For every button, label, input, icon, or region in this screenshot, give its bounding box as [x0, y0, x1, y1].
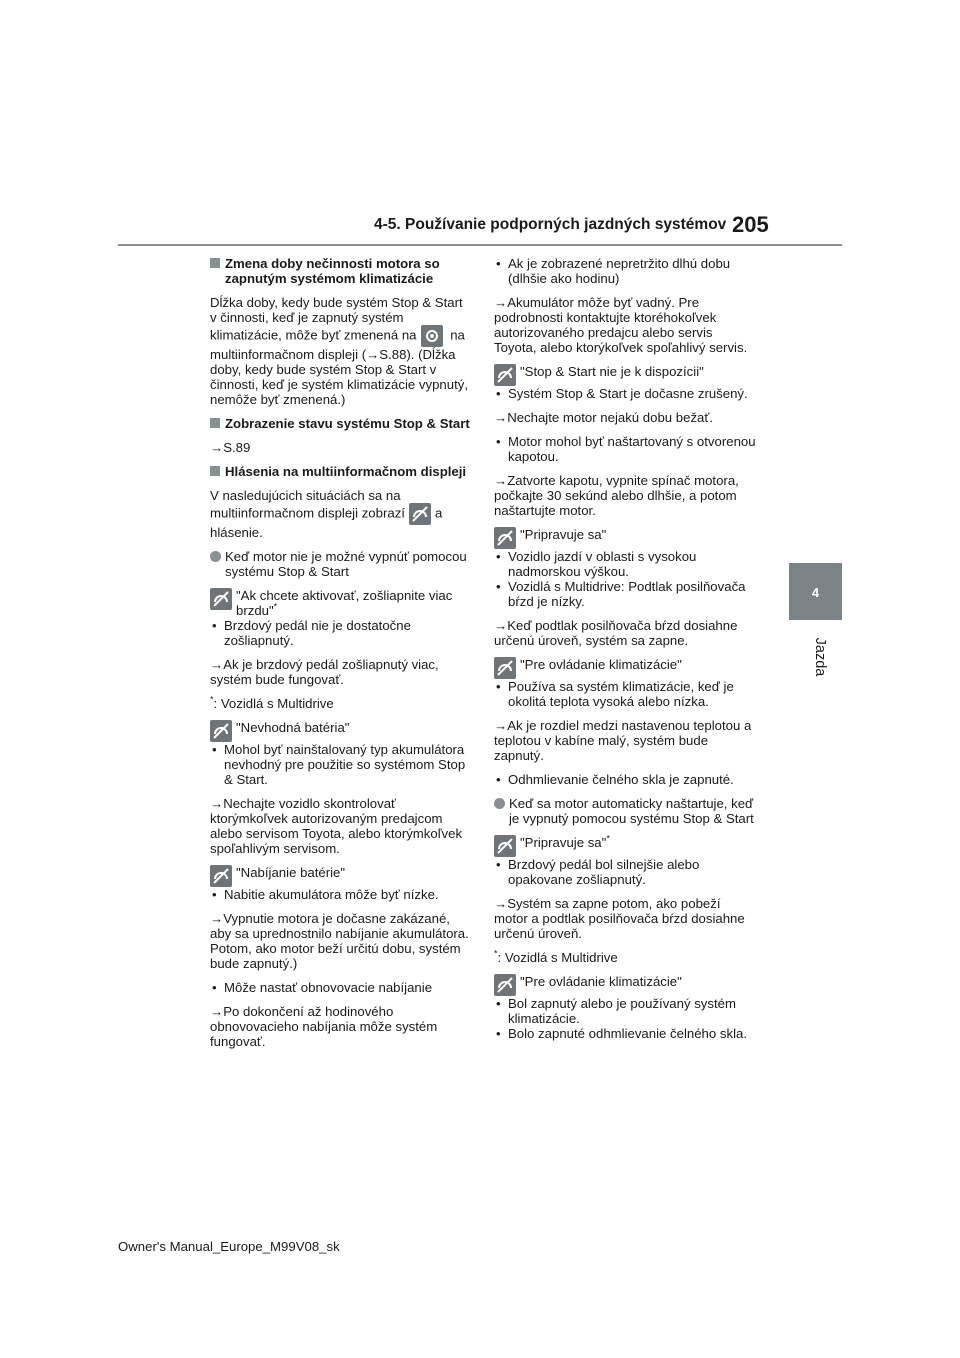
bullet-item: • Používa sa systém klimatizácie, keď je okolitá teplota vysoká alebo nízka. — [494, 679, 756, 709]
header-rule — [118, 244, 842, 246]
bullet-item: • Mohol byť nainštalovaný typ akumulátora nevhodný pre použitie so systémom Stop & Start. — [210, 742, 472, 787]
message-entry: "Pripravuje sa" — [494, 527, 756, 549]
chapter-tab-label: Jazda — [812, 637, 828, 677]
message-entry: "Nevhodná batéria" — [210, 720, 472, 742]
heading-messages: Hlásenia na multiinformačnom displeji — [210, 464, 472, 479]
circle-bullet: Keď sa motor automaticky naštartuje, keď je vypnutý pomocou systému Stop & Start — [494, 796, 756, 826]
bullet-item: • Brzdový pedál bol silnejšie alebo opakovane zošliapnutý. — [494, 857, 756, 887]
bullet-item: • Vozidlá s Multidrive: Podtlak posilňovača bŕzd je nízky. — [494, 579, 756, 609]
bullet-item: • Vozidlo jazdí v oblasti s vysokou nadmorskou výškou. — [494, 549, 756, 579]
bullet-item: • Brzdový pedál nie je dostatočne zošliapnutý. — [210, 618, 472, 648]
bullet-item: • Bolo zapnuté odhmlievanie čelného skla. — [494, 1026, 756, 1041]
footnote: *: Vozidlá s Multidrive — [494, 948, 618, 965]
bullet-item: • Bol zapnutý alebo je používaný systém klimatizácie. — [494, 996, 756, 1026]
bullet-item: • Môže nastať obnovovacie nabíjanie — [210, 980, 472, 995]
message-entry: "Stop & Start nie je k dispozícii" — [494, 364, 756, 386]
chapter-tab-number: 4 — [811, 585, 820, 600]
action-text: →Ak je rozdiel medzi nastavenou teplotou a teplotou v kabíne malý, systém bude zapnutý. — [494, 718, 752, 763]
footer-text: Owner's Manual_Europe_M99V08_sk — [118, 1239, 340, 1254]
bullet-item: • Odhmlievanie čelného skla je zapnuté. — [494, 772, 756, 787]
section-title: 4-5. Používanie podporných jazdných systémov — [374, 216, 727, 233]
bullet-item: • Ak je zobrazené nepretržito dlhú dobu (dlhšie ako hodinu) — [494, 256, 756, 286]
action-text: →Systém sa zapne potom, ako pobeží motor a podtlak posilňovača bŕzd dosiahne určenú úroveň. — [494, 896, 745, 941]
message-entry: "Nabíjanie batérie" — [210, 865, 472, 887]
stop-start-off-icon — [210, 865, 232, 887]
stop-start-off-icon — [494, 974, 516, 996]
message-entry: "Pre ovládanie klimatizácie" — [494, 657, 756, 679]
right-column — [494, 256, 756, 1050]
message-entry: "Ak chcete aktivovať, zošliapnite viac brzdu"* — [210, 588, 472, 618]
stop-start-off-icon — [494, 657, 516, 679]
action-text: →Nechajte motor nejakú dobu bežať. — [494, 410, 714, 425]
heading-idle-time: Zmena doby nečinnosti motora so zapnutým systémom klimatizácie — [210, 256, 472, 286]
reference-link: →S.89 — [210, 440, 251, 455]
heading-status-display: Zobrazenie stavu systému Stop & Start — [210, 416, 472, 431]
stop-start-off-icon — [210, 588, 232, 610]
message-entry: "Pre ovládanie klimatizácie" — [494, 974, 756, 996]
action-text: →Akumulátor môže byť vadný. Pre podrobnosti kontaktujte ktoréhokoľvek autorizovaného predajcu alebo servis Toyota, alebo ktorýkoľvek spoľahlivý servis. — [494, 295, 748, 355]
paragraph: V nasledujúcich situáciách sa na multiinformačnom displeji zobrazí a hlásenie. — [210, 488, 443, 540]
stop-start-off-icon — [409, 503, 431, 525]
stop-start-off-icon — [494, 364, 516, 386]
bullet-item: • Systém Stop & Start je dočasne zrušený. — [494, 386, 756, 401]
action-text: →Nechajte vozidlo skontrolovať ktorýmkoľvek autorizovaným predajcom alebo servisom Toyota, alebo ktorýmkoľvek spoľahlivým servisom. — [210, 796, 463, 856]
settings-icon — [421, 325, 443, 347]
circle-bullet: Keď motor nie je možné vypnúť pomocou systému Stop & Start — [210, 549, 472, 579]
action-text: →Vypnutie motora je dočasne zakázané, aby sa uprednostnilo nabíjanie akumulátora. Potom, ako motor beží určitú dobu, systém bude zapnutý.) — [210, 911, 469, 971]
stop-start-off-icon — [494, 527, 516, 549]
stop-start-off-icon — [210, 720, 232, 742]
page-number: 205 — [732, 212, 769, 237]
left-column — [210, 256, 472, 1058]
stop-start-off-icon — [494, 835, 516, 857]
action-text: →Keď podtlak posilňovača bŕzd dosiahne určenú úroveň, systém sa zapne. — [494, 618, 738, 648]
bullet-item: • Motor mohol byť naštartovaný s otvorenou kapotou. — [494, 434, 756, 464]
bullet-item: • Nabitie akumulátora môže byť nízke. — [210, 887, 472, 902]
action-text: →Ak je brzdový pedál zošliapnutý viac, systém bude fungovať. — [210, 657, 439, 687]
action-text: →Po dokončení až hodinového obnovovacieho nabíjania môže systém fungovať. — [210, 1004, 438, 1049]
paragraph: Dĺžka doby, kedy bude systém Stop & Start v činnosti, keď je zapnutý systém klimatizácie, môže byť zmenená na na multiinformačnom displeji (→S.88). (Dĺžka doby, kedy bude systém Stop & Start v činnosti, keď je systém klimatizácie vypnutý, nemôže byť zmenená.) — [210, 295, 469, 407]
footnote: *: Vozidlá s Multidrive — [210, 694, 334, 711]
message-entry: "Pripravuje sa"* — [494, 835, 756, 857]
action-text: →Zatvorte kapotu, vypnite spínač motora, počkajte 30 sekúnd alebo dlhšie, a potom naštartujte motor. — [494, 473, 739, 518]
